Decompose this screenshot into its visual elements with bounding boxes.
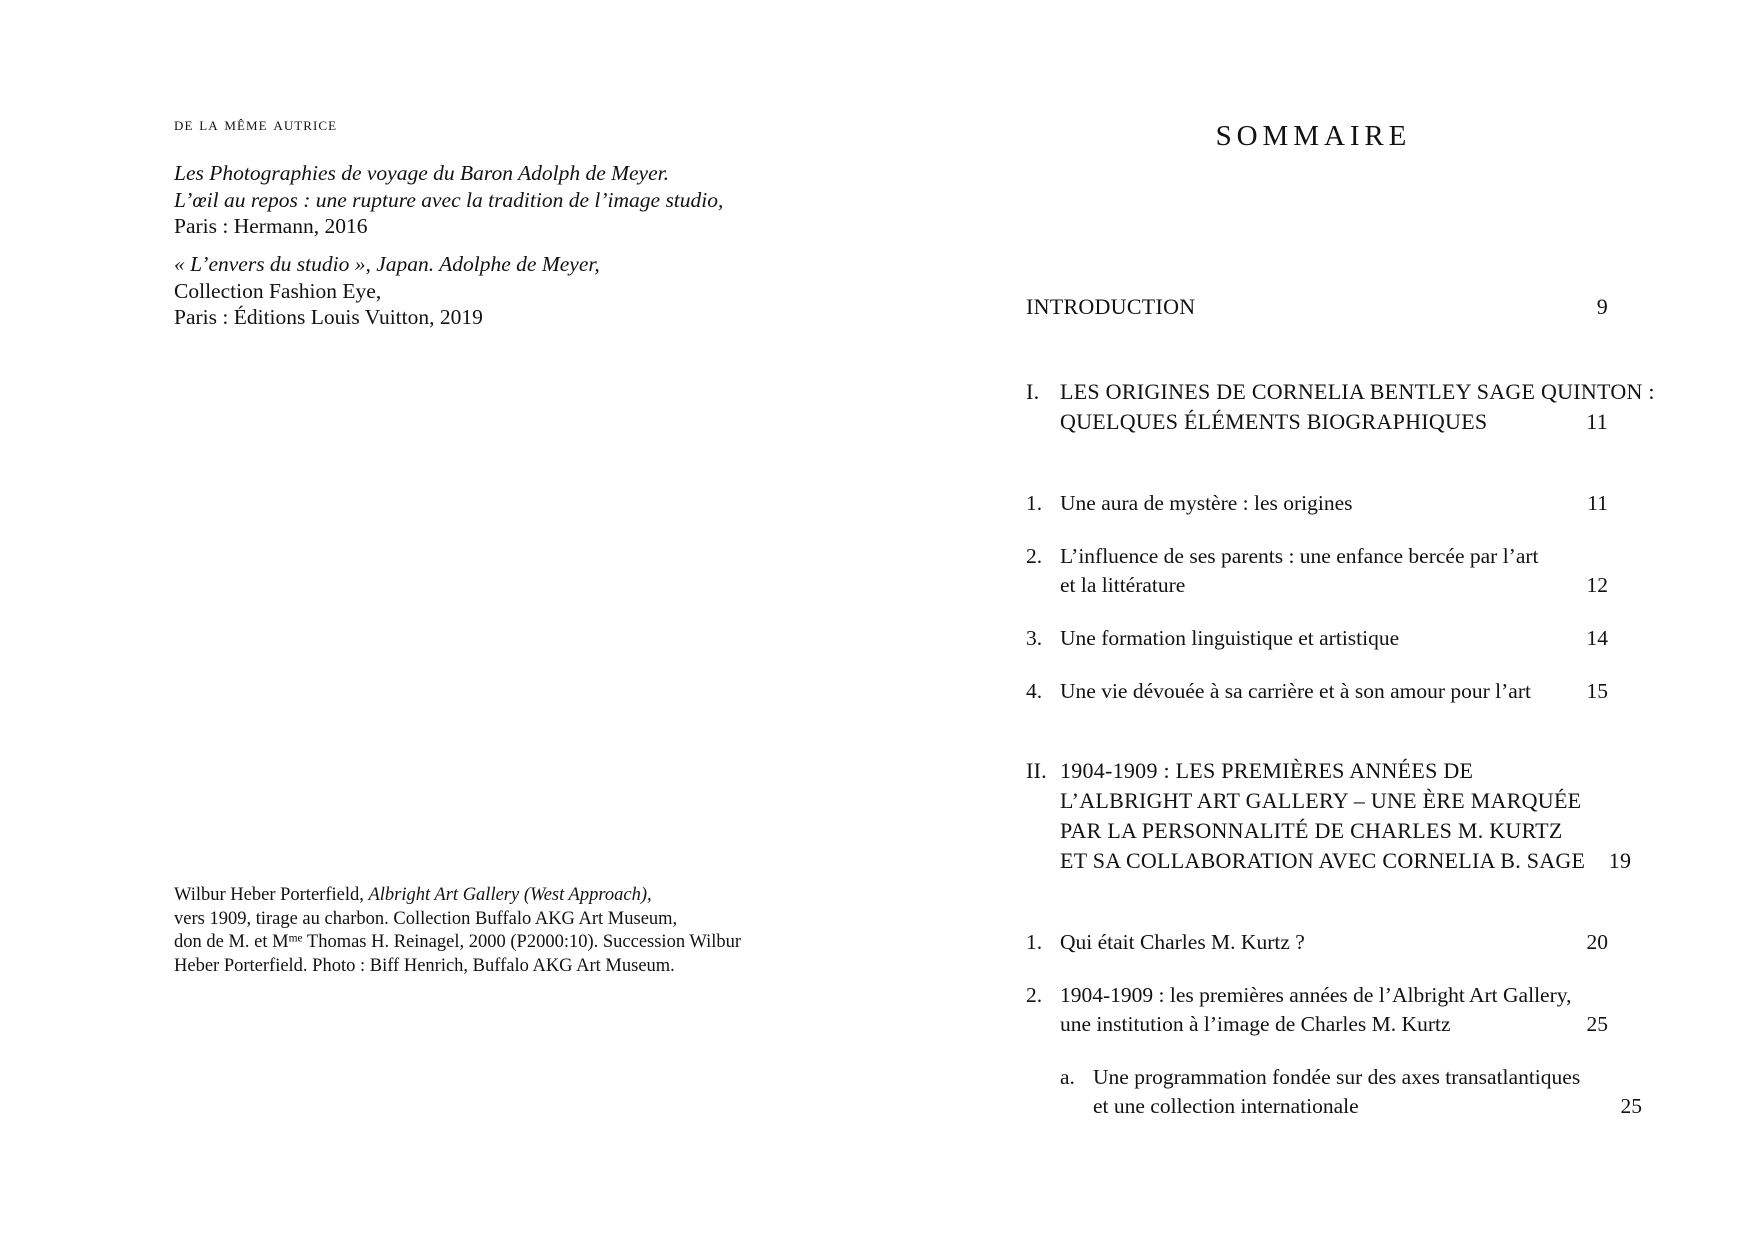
toc-page-number: 15 bbox=[1586, 679, 1608, 703]
toc-entry-marker: 2. bbox=[1026, 544, 1043, 568]
caption-credit-start: don de M. et M bbox=[174, 932, 289, 952]
toc-entry[interactable] bbox=[1026, 928, 1608, 957]
caption-credit-end: Thomas H. Reinagel, 2000 (P2000:10). Succession Wilbur bbox=[302, 932, 742, 952]
toc-entry-label: LES ORIGINES DE CORNELIA BENTLEY SAGE QUINTON : bbox=[1060, 379, 1655, 404]
caption-artist: Wilbur Heber Porterfield, bbox=[174, 885, 369, 905]
toc-entry-label: Qui était Charles M. Kurtz ? bbox=[1060, 930, 1305, 954]
toc-page-number: 25 bbox=[1586, 1012, 1608, 1036]
figure-caption bbox=[174, 884, 834, 978]
toc-line bbox=[1026, 846, 1632, 876]
toc-line bbox=[1026, 786, 1608, 816]
toc-entry-label: L’ALBRIGHT ART GALLERY – UNE ÈRE MARQUÉE bbox=[1060, 788, 1582, 813]
toc-page-number: 11 bbox=[1586, 409, 1608, 434]
toc-page-number: 20 bbox=[1586, 930, 1608, 954]
toc-entry-label: et une collection internationale bbox=[1093, 1094, 1359, 1118]
toc-line bbox=[1026, 756, 1608, 786]
toc-line bbox=[1026, 292, 1608, 322]
toc-entry-label: Une formation linguistique et artistique bbox=[1060, 626, 1400, 650]
work-imprint-line: Paris : Hermann, 2016 bbox=[174, 214, 368, 238]
toc-entry[interactable] bbox=[1026, 624, 1608, 653]
toc-entry-label: et la littérature bbox=[1060, 573, 1186, 597]
toc-line bbox=[1026, 542, 1608, 571]
caption-line-3 bbox=[174, 931, 834, 955]
toc-line bbox=[1026, 407, 1608, 437]
toc-line bbox=[1026, 571, 1608, 600]
table-of-contents bbox=[1026, 292, 1655, 1121]
toc-entry-marker: 4. bbox=[1026, 679, 1043, 703]
toc-line bbox=[1026, 624, 1608, 653]
work-imprint-line: Paris : Éditions Louis Vuitton, 2019 bbox=[174, 305, 483, 329]
toc-entry-label: 1904-1909 : LES PREMIÈRES ANNÉES DE bbox=[1060, 758, 1474, 783]
toc-page-number: 11 bbox=[1587, 491, 1608, 515]
toc-entry[interactable] bbox=[1026, 1063, 1642, 1121]
toc-entry-label: PAR LA PERSONNALITÉ DE CHARLES M. KURTZ bbox=[1060, 818, 1563, 843]
toc-line bbox=[1060, 1092, 1642, 1121]
toc-line bbox=[1026, 1010, 1608, 1039]
toc-page-number: 9 bbox=[1596, 294, 1608, 319]
toc-entry-label: QUELQUES ÉLÉMENTS BIOGRAPHIQUES bbox=[1060, 409, 1488, 434]
toc-page-number: 19 bbox=[1608, 848, 1632, 873]
toc-entry-label: Une programmation fondée sur des axes transatlantiques bbox=[1093, 1065, 1581, 1089]
toc-page-number: 12 bbox=[1586, 573, 1608, 597]
work-collection-line: Collection Fashion Eye, bbox=[174, 278, 382, 303]
toc-entry[interactable] bbox=[1026, 377, 1655, 437]
work-subtitle-line: L’œil au repos : une rupture avec la tradition de l’image studio, bbox=[174, 187, 724, 212]
toc-line bbox=[1060, 1063, 1642, 1092]
toc-line bbox=[1026, 489, 1608, 518]
toc-entry-label: L’influence de ses parents : une enfance bercée par l’art bbox=[1060, 544, 1539, 568]
previous-work-entry-2 bbox=[174, 251, 814, 331]
work-title-line: Les Photographies de voyage du Baron Adolph de Meyer. bbox=[174, 161, 670, 185]
toc-entry[interactable] bbox=[1026, 677, 1608, 706]
toc-entry-marker: I. bbox=[1026, 379, 1040, 404]
caption-line-2: vers 1909, tirage au charbon. Collection Buffalo AKG Art Museum, bbox=[174, 908, 678, 929]
toc-line bbox=[1026, 928, 1608, 957]
toc-entry-marker: 1. bbox=[1026, 491, 1043, 515]
right-page bbox=[874, 0, 1748, 1240]
toc-entry-label: 1904-1909 : les premières années de l’Albright Art Gallery, bbox=[1060, 983, 1572, 1007]
toc-line bbox=[1026, 377, 1655, 407]
previous-work-entry-1 bbox=[174, 160, 814, 240]
toc-line bbox=[1026, 677, 1608, 706]
caption-superscript: me bbox=[288, 932, 303, 945]
toc-entry[interactable] bbox=[1026, 542, 1608, 600]
toc-entry-marker: 3. bbox=[1026, 626, 1043, 650]
toc-entry-label: INTRODUCTION bbox=[1026, 294, 1196, 319]
toc-entry-label: ET SA COLLABORATION AVEC CORNELIA B. SAGE bbox=[1060, 848, 1586, 873]
also-by-same-author-heading: de la même autrice bbox=[174, 114, 338, 135]
toc-entry-marker: 1. bbox=[1026, 930, 1043, 954]
page-title: SOMMAIRE bbox=[1215, 120, 1412, 152]
toc-entry-marker: a. bbox=[1060, 1065, 1075, 1089]
toc-page-number: 25 bbox=[1620, 1094, 1642, 1118]
toc-entry-marker: II. bbox=[1026, 758, 1047, 783]
toc-entry[interactable] bbox=[1026, 489, 1608, 518]
caption-artwork-title: Albright Art Gallery (West Approach), bbox=[368, 885, 652, 905]
toc-entry[interactable] bbox=[1026, 756, 1632, 876]
toc-entry[interactable] bbox=[1026, 292, 1608, 322]
toc-line bbox=[1026, 981, 1608, 1010]
caption-line-1 bbox=[174, 884, 834, 908]
toc-entry-label: Une aura de mystère : les origines bbox=[1060, 491, 1353, 515]
toc-entry-marker: 2. bbox=[1026, 983, 1043, 1007]
toc-line bbox=[1026, 816, 1608, 846]
toc-entry[interactable] bbox=[1026, 981, 1608, 1039]
toc-entry-label: Une vie dévouée à sa carrière et à son amour pour l’art bbox=[1060, 679, 1531, 703]
caption-line-4: Heber Porterfield. Photo : Biff Henrich, Buffalo AKG Art Museum. bbox=[174, 955, 675, 976]
toc-page-number: 14 bbox=[1586, 626, 1608, 650]
work-title-line: « L’envers du studio », Japan. Adolphe de Meyer, bbox=[174, 252, 600, 276]
toc-entry-label: une institution à l’image de Charles M. Kurtz bbox=[1060, 1012, 1451, 1036]
